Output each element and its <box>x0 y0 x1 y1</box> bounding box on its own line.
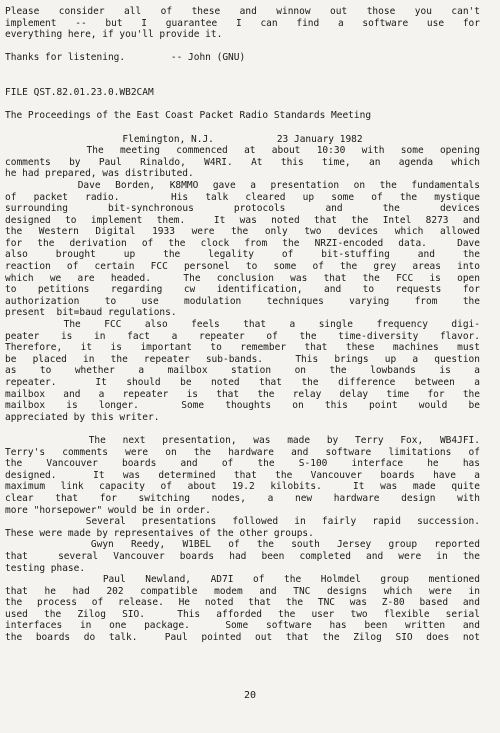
intro-paragraph <box>5 6 480 41</box>
text-line: he had prepared, was distributed. <box>5 168 194 180</box>
text-line: as to whether a mailbox station on the lowbands is a <box>5 365 480 377</box>
text-line: everything here, if you'll provide it. <box>5 29 223 41</box>
text-line: the Vancouver boards and of the S-100 interface he has <box>5 458 480 470</box>
text-line: for the derivation of the clock from the NRZI-encoded data. Dave <box>5 237 480 249</box>
text-line: which we are headed. The conclusion was that the FCC is open <box>5 272 480 284</box>
text-line: interfaces in one package. Some software has been written and <box>5 620 480 632</box>
text-line: Therefore, it is important to remember that these machines must <box>5 342 480 354</box>
text-line: testing phase. <box>5 562 86 574</box>
text-line: Gwyn Reedy, W1BEL of the south Jersey group reported <box>5 539 480 551</box>
text-line: present bit=baud regulations. <box>5 307 177 319</box>
text-line: reaction of certain FCC personel to some of the grey areas into <box>5 261 480 273</box>
text-line: Terry's comments were on the hardware and software limitations of <box>5 446 480 458</box>
text-line: the process of release. He noted that the TNC was Z-80 based and <box>5 597 480 609</box>
dateline: Flemington, N.J. 23 January 1982 <box>122 133 363 145</box>
text-line: clear that for switching nodes, a new hardware design with <box>5 492 480 504</box>
text-line: mailbox and a repeater is that the relay delay time for the <box>5 388 480 400</box>
text-line: appreciated by this writer. <box>5 411 160 423</box>
text-line: Paul Newland, AD7I of the Holmdel group mentioned <box>5 574 480 586</box>
text-line: that he had 202 compatible modem and TNC designs which were in <box>5 585 480 597</box>
text-line: These were made by representaives of the other groups. <box>5 527 314 539</box>
text-line: also brought up the legality of bit-stuffing and the <box>5 249 480 261</box>
text-line: the boards do talk. Paul pointed out that the Zilog SIO does not <box>5 632 480 644</box>
text-line: designed to implement them. It was noted that the Intel 8273 and <box>5 214 480 226</box>
text-line: that several Vancouver boards had been completed and were in the <box>5 550 480 562</box>
text-line: more "horsepower" would be in order. <box>5 504 211 516</box>
text-line: be placed in the repeater sub-bands. This brings up a question <box>5 353 480 365</box>
document-title: The Proceedings of the East Coast Packet Radio Standards Meeting <box>5 110 372 122</box>
closing-line: Thanks for listening. -- John (GNU) <box>5 52 246 64</box>
text-line: implement -- but I guarantee I can find a software use for <box>5 17 480 29</box>
text-line: authorization to use modulation techniques varying from the <box>5 295 480 307</box>
text-line: Please consider all of these and winnow out those you can't <box>5 6 480 17</box>
text-line: mailbox is longer. Some thoughts on this point would be <box>5 400 480 412</box>
text-line: The FCC also feels that a single frequency digi- <box>5 319 480 331</box>
paragraph-presentations <box>5 516 480 539</box>
paragraph-fox <box>5 435 480 516</box>
text-line: Dave Borden, K8MMO gave a presentation on the fundamentals <box>5 179 480 191</box>
text-line: designed. It was determined that the Vancouver boards have a <box>5 469 480 481</box>
text-line: repeater. It should be noted that the difference between a <box>5 377 480 388</box>
paragraph-fcc <box>5 319 480 423</box>
paragraph-newland <box>5 574 480 644</box>
paragraph-borden <box>5 180 480 319</box>
text-line: used the Zilog SIO. This afforded the user two flexible serial <box>5 608 480 620</box>
text-line: to petitions regarding cw identification, and to requests for <box>5 284 480 296</box>
text-line: maximum link capacity of about 19.2 kilobits. It was made quite <box>5 481 480 493</box>
text-line: of packet radio. His talk cleared up some of the mystique <box>5 191 480 203</box>
text-line: surrounding bit-synchronous protocols and the devices <box>5 203 480 215</box>
paragraph-reedy <box>5 539 480 574</box>
text-line: the Western Digital 1933 were the only two devices which allowed <box>5 226 480 238</box>
page-number: 20 <box>243 690 257 701</box>
text-line: The meeting commenced at about 10:30 with some opening <box>5 145 480 157</box>
text-line: peater is in fact a repeater of the time-diversity flavor. <box>5 330 480 342</box>
text-line: comments by Paul Rinaldo, W4RI. At this time, an agenda which <box>5 156 480 168</box>
file-header: FILE QST.82.01.23.0.WB2CAM <box>5 87 154 99</box>
paragraph-opening <box>5 145 480 180</box>
text-line: The next presentation, was made by Terry Fox, WB4JFI. <box>5 434 480 446</box>
text-line: Several presentations followed in fairly rapid succession. <box>5 516 480 528</box>
